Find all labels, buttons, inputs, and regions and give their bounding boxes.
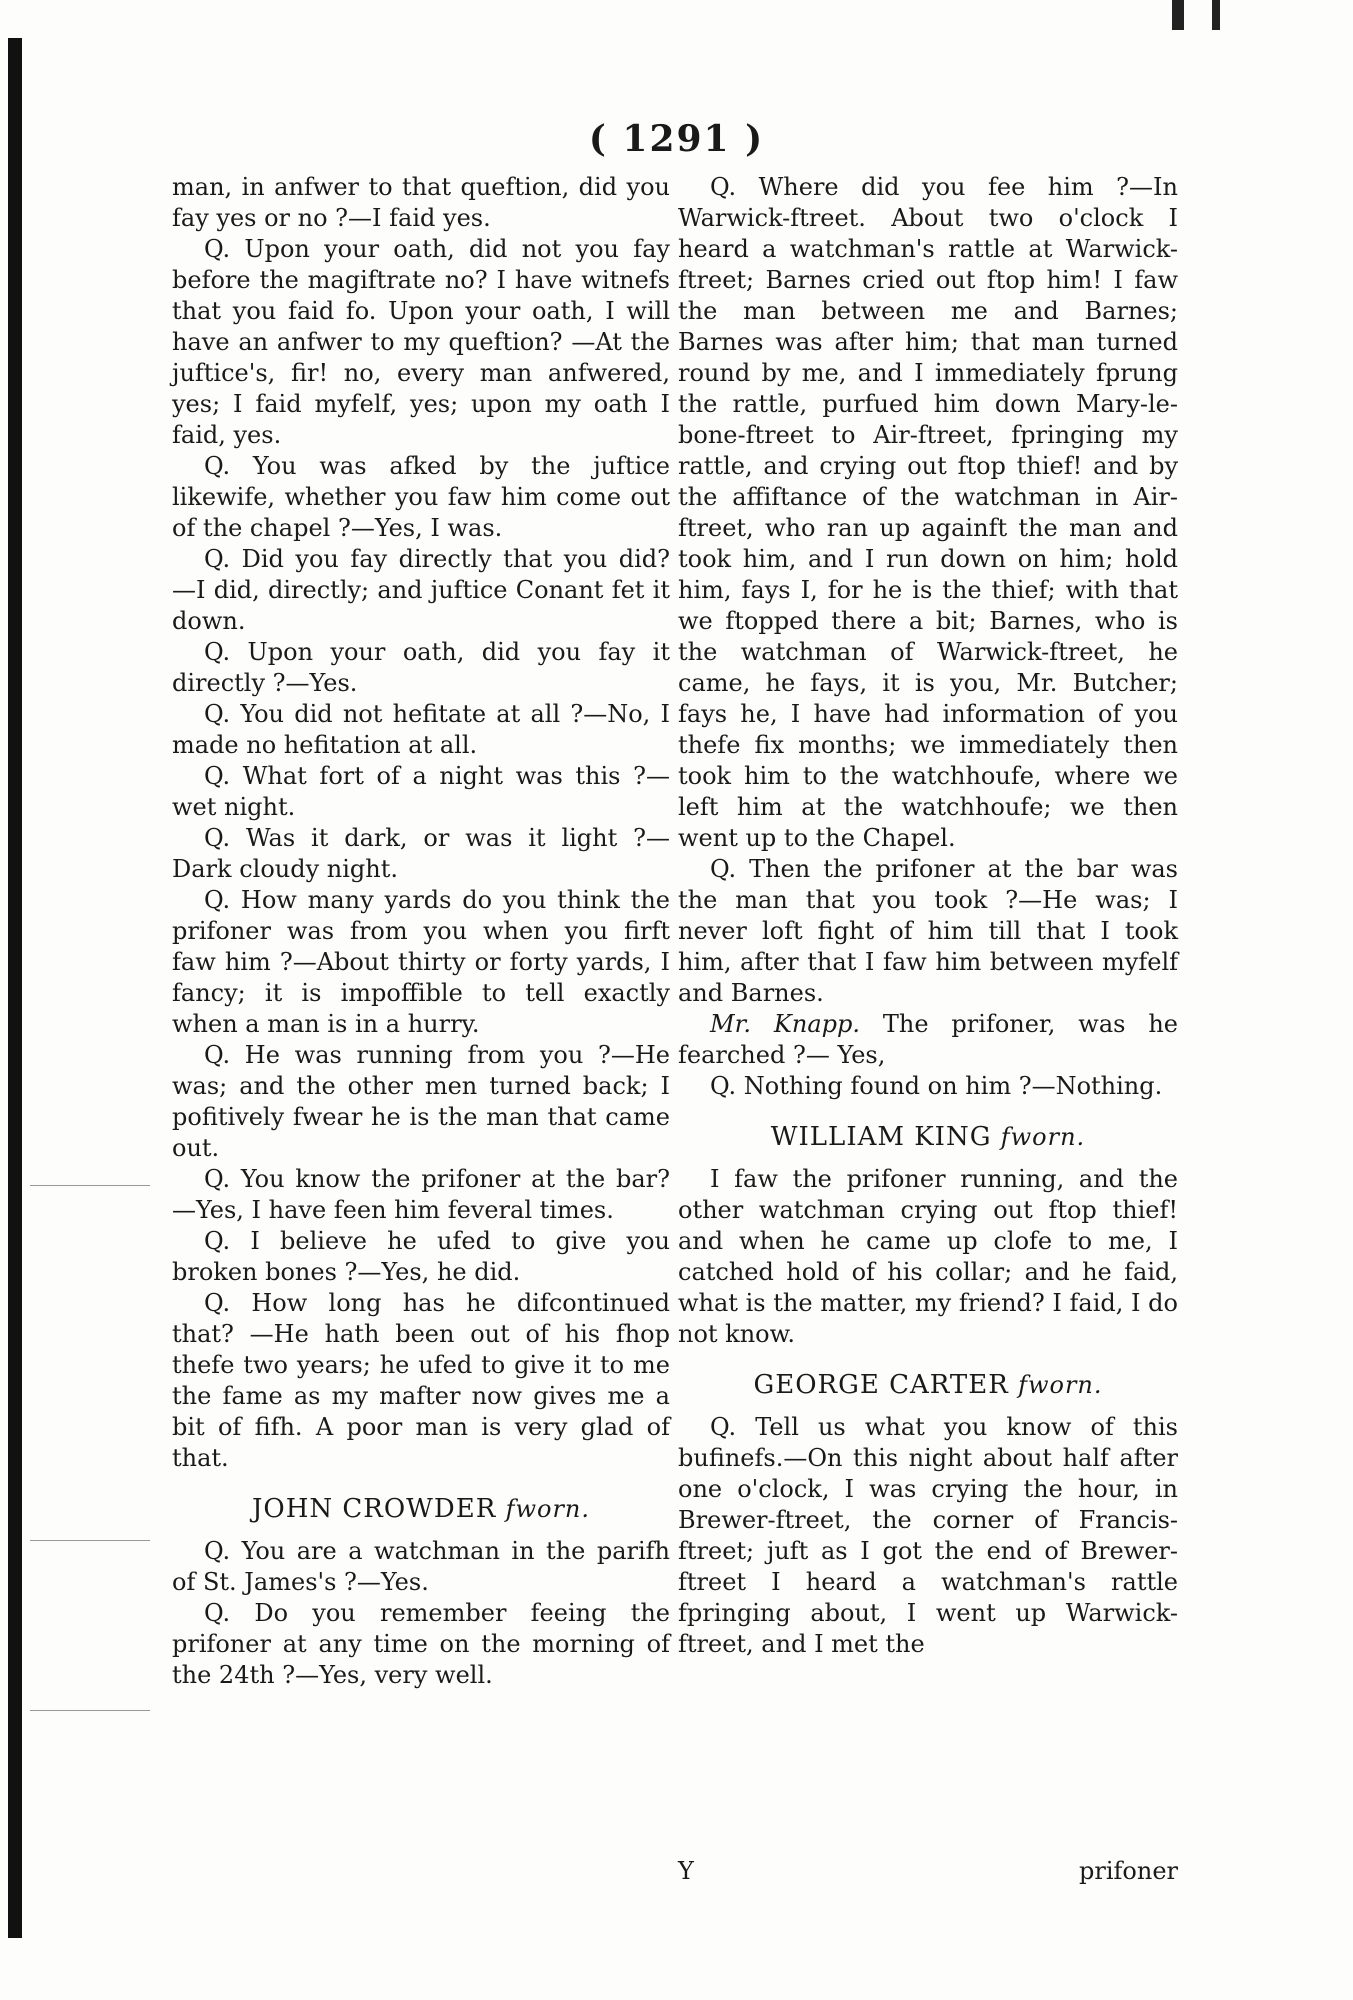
paragraph: Q. You are a watchman in the parifh of St. James's ?—Yes. [172, 1537, 670, 1596]
paragraph: Q. He was running from you ?—He was; and the other men turned back; I pofitively fwear he is the man that came out. [172, 1041, 670, 1162]
margin-rule [30, 1540, 150, 1541]
witness-name: GEORGE CARTER [753, 1370, 1009, 1400]
sworn-label: fworn. [505, 1495, 591, 1523]
paragraph: Q. Nothing found on him ?—Nothing. [710, 1072, 1163, 1100]
paragraph: Q. How many yards do you think the prifoner was from you when you firft faw him ?—About thirty or forty yards, I fancy; it is impoffible to tell exactly when a man is in a hurry. [172, 886, 670, 1038]
page-number: ( 1291 ) [588, 118, 765, 160]
paragraph: Q. Was it dark, or was it light ?— Dark cloudy night. [172, 824, 670, 883]
right-column [678, 172, 1178, 1660]
paragraph: Q. I believe he ufed to give you broken bones ?—Yes, he did. [172, 1227, 670, 1286]
page-binding-edge [8, 38, 22, 1938]
paragraph: Q. Tell us what you know of this bufinefs.—On this night about half after one o'clock, I was crying the hour, in Brewer-ftreet, the corner of Francis-ftreet; juft as I got the end of Brewer-ftreet I heard a watchman's rattle fpringing about, I went up Warwick-ftreet, and I met the [678, 1413, 1178, 1658]
speaker-text: The prifoner, was he fearched ?— Yes, [678, 1010, 1179, 1069]
margin-rule [30, 1185, 150, 1186]
sworn-label: fworn. [1018, 1371, 1103, 1399]
paragraph: Q. Then the prifoner at the bar was the man that you took ?—He was; I never loft fight of him till that I took him, after that I faw him between myfelf and Barnes. [678, 855, 1178, 1007]
witness-name: WILLIAM KING [770, 1122, 992, 1152]
witness-name: JOHN CROWDER [251, 1494, 497, 1524]
margin-rule [30, 1710, 150, 1711]
witness-heading-king [678, 1120, 1178, 1154]
catchword: prifoner [1079, 1857, 1178, 1885]
left-column [172, 172, 670, 1691]
corner-mark-left [1172, 0, 1184, 30]
paragraph: Q. Upon your oath, did you fay it directly ?—Yes. [172, 638, 670, 697]
signature-mark: Y [678, 1857, 694, 1885]
corner-mark-right [1212, 0, 1220, 30]
paragraph: Q. Where did you fee him ?—In Warwick-ftreet. About two o'clock I heard a watchman's rattle at Warwick-ftreet; Barnes cried out ftop him! I faw the man between me and Barnes; Barnes was after him; that man turned round by me, and I immediately fprung the rattle, purfued him down Mary-le-bone-ftreet to Air-ftreet, fpringing my rattle, and crying out ftop thief! and by the affiftance of the watchman in Air-ftreet, who ran up againft the man and took him, and I run down on him; hold him, fays I, for he is the thief; with that we ftopped there a bit; Barnes, who is the watchman of Warwick-ftreet, he came, he fays, it is you, Mr. Butcher; fays he, I have had information of you thefe fix months; we immediately then took him to the watchhoufe, where we left him at the watchhoufe; we then went up to the Chapel. [678, 173, 1178, 852]
speaker-paragraph [678, 1009, 1178, 1071]
paragraph: Q. How long has he difcontinued that? —He hath been out of his fhop thefe two years; he ufed to give it to me the fame as my mafter now gives me a bit of fifh. A poor man is very glad of that. [172, 1289, 670, 1472]
sworn-label: fworn. [1000, 1123, 1086, 1151]
paragraph: Q. You did not hefitate at all ?—No, I made no hefitation at all. [172, 700, 670, 759]
witness-heading-carter [678, 1368, 1178, 1402]
paragraph: Q. You know the prifoner at the bar? —Yes, I have feen him feveral times. [172, 1165, 670, 1224]
speaker-name: Mr. Knapp. [710, 1010, 860, 1038]
paragraph: Q. What fort of a night was this ?— wet night. [172, 762, 670, 821]
paragraph: Q. Upon your oath, did not you fay before the magiftrate no? I have witnefs that you faid fo. Upon your oath, I will have an anfwer to my queftion? —At the juftice's, fir! no, every man anfwered, yes; I faid myfelf, yes; upon my oath I faid, yes. [172, 235, 670, 449]
paragraph: I faw the prifoner running, and the other watchman crying out ftop thief! and when he came up clofe to me, I catched hold of his collar; and he faid, what is the matter, my friend? I faid, I do not know. [678, 1165, 1178, 1348]
paragraph: Q. Do you remember feeing the prifoner at any time on the morning of the 24th ?—Yes, very well. [172, 1599, 670, 1689]
paragraph: man, in anfwer to that queftion, did you fay yes or no ?—I faid yes. [172, 173, 670, 232]
witness-heading-crowder [172, 1492, 670, 1526]
paragraph: Q. You was afked by the juftice likewife, whether you faw him come out of the chapel ?—Yes, I was. [172, 452, 670, 542]
paragraph: Q. Did you fay directly that you did? —I did, directly; and juftice Conant fet it down. [172, 545, 670, 635]
